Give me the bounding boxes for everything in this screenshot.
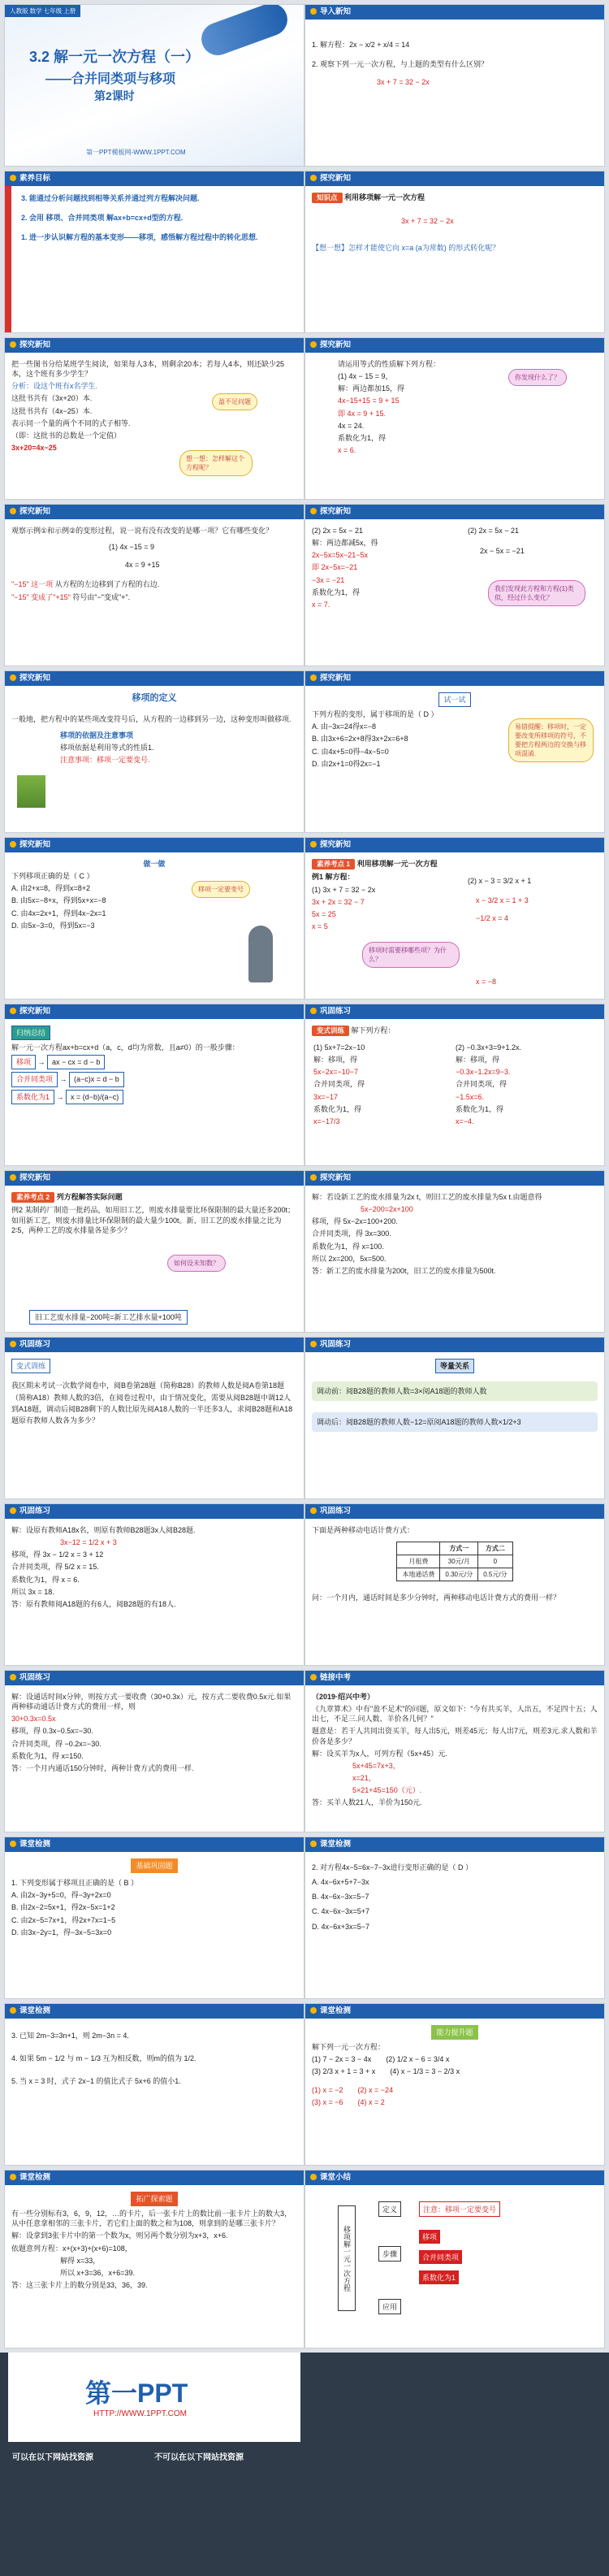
slide-header: 课堂检测 xyxy=(305,2004,604,2019)
eq-2-step-1: x − 3/2 x = 1 + 3 xyxy=(476,896,529,904)
slide-goals xyxy=(4,171,304,333)
line-3: 移项，得 0.3x−0.5x=−30. xyxy=(11,1727,93,1736)
question-2: 2. 观察下列一元一次方程，与上题的类型有什么区别？ xyxy=(312,60,489,69)
formula-2: (a−c)x = d − b xyxy=(69,1072,124,1086)
option-d: D. 由2x+1=0得2x=−1 xyxy=(312,759,381,768)
option-b: B. 由3x+6=2x+8得3x+2x=6+8 xyxy=(312,735,408,744)
note-2: "−15" 变成了"+15" xyxy=(11,592,71,601)
bullet-icon xyxy=(10,1841,16,1847)
line-6: 答：一个月内通话150分钟时，两种计费方式的费用一样. xyxy=(11,1763,194,1772)
slide-header: 巩固练习 xyxy=(5,1504,304,1519)
equation: 3x+20=4x−25 xyxy=(11,443,57,452)
step-3: 即 2x−5x=−21 xyxy=(312,563,358,572)
slide-exam-link xyxy=(304,1670,605,1832)
cell: 30元/月 xyxy=(440,1555,478,1568)
problem-text: 有一些分别标有3，6，9，12，…的卡片，后一张卡片上的数比前一张卡片上的数大3，从中任意拿相邻的三张卡片，若它们上面的数之和为108，则拿到的是哪三张卡片？ xyxy=(11,2210,292,2228)
eq-2-step-2: −1/2 x = 4 xyxy=(476,914,509,922)
slide-header: 探究新知 xyxy=(5,505,304,519)
rule-note: 注意事项：移项一定要变号. xyxy=(60,756,150,765)
line-2: 30+0.3x=0.5x xyxy=(11,1715,56,1724)
bullet-icon xyxy=(10,2007,16,2014)
step-5: 系数化为1，得 xyxy=(338,433,387,442)
brand-panel xyxy=(8,2353,300,2442)
line-4: 合并同类项，得 3x=300. xyxy=(312,1229,391,1238)
step-6: x = 6. xyxy=(338,445,356,454)
goal-3: 3. 能通过分析问题找到相等关系并通过列方程解决问题. xyxy=(21,194,200,202)
bullet-icon xyxy=(10,175,16,181)
slide-header: 导入新知 xyxy=(305,5,604,20)
bullet-icon xyxy=(10,841,16,848)
instruction: 解下列方程： xyxy=(351,1026,395,1034)
option-a: A. 由2+x=8，得到x=8+2 xyxy=(11,884,91,893)
accent-bar xyxy=(5,186,11,333)
bullet-icon xyxy=(310,1008,317,1014)
bullet-icon xyxy=(310,1174,317,1181)
slide-check-extend xyxy=(4,2170,304,2348)
line-6: x=21， xyxy=(352,1773,376,1782)
slide-header: 素养目标 xyxy=(5,171,304,186)
step-6: x = 7. xyxy=(312,600,330,609)
line-6: 所以 3x = 18. xyxy=(11,1587,54,1596)
cloud-think: 想一想：怎样解这个方程呢？ xyxy=(179,450,253,476)
answer-1: (1) x = −2 xyxy=(312,2085,343,2094)
slide-header: 探究新知 xyxy=(305,338,604,353)
node-definition: 定义 xyxy=(378,2201,401,2217)
slide-exercise xyxy=(4,837,304,1000)
step-5: 系数化为1，得 xyxy=(312,588,361,596)
skill-title: 利用移项解一元一次方程 xyxy=(356,860,438,868)
line-5: 系数化为1，得 x = 6. xyxy=(11,1575,80,1584)
step-combine: 合并同类项 xyxy=(11,1072,58,1086)
analysis-1: 分析：设这个班有x名学生. xyxy=(11,382,98,391)
eq-3: (3) 2/3 x + 1 = 3 + x xyxy=(312,2067,376,2076)
goal-1: 1. 进一步认识解方程的基本变形——移项，感悟解方程过程中的转化思想. xyxy=(21,233,258,242)
slide-practice-1 xyxy=(304,1004,605,1166)
slide-header: 课堂检测 xyxy=(5,1837,304,1852)
bullet-icon xyxy=(310,2007,317,2014)
analysis-5: （即：这批书的总数是一个定值） xyxy=(11,431,122,440)
right-6: x=−4. xyxy=(456,1117,474,1125)
instruction: 请运用等式的性质解下列方程： xyxy=(338,360,441,368)
line-3: 移项，得 5x−2x=100+200. xyxy=(312,1217,398,1226)
definition: 一般地，把方程中的某些项改变符号后，从方程的一边移到另一边，这种变形叫做移项. xyxy=(11,714,292,723)
slide-header: 课堂检测 xyxy=(5,2004,304,2019)
skill-tag: 素养考点 1 xyxy=(312,859,355,870)
note-sign: 注意：移项一定要变号 xyxy=(419,2201,500,2217)
answer-2: (2) x = −24 xyxy=(357,2085,394,2094)
variant-tag: 变式训练 xyxy=(312,1026,349,1036)
slide-observe xyxy=(4,504,304,666)
slide-header: 巩固练习 xyxy=(5,1338,304,1352)
think-prompt: 【想一想】怎样才能使它向 x=a (a为常数) 的形式转化呢？ xyxy=(312,243,500,252)
bullet-icon xyxy=(310,341,317,348)
step-0: (2) 2x = 5x − 21 xyxy=(312,527,364,535)
slide-variant-solution xyxy=(4,1503,304,1666)
question-5: 5. 当 x = 3 时，式子 2x−1 的值比式子 5x+6 的值小1. xyxy=(11,2077,181,2086)
bullet-icon xyxy=(310,674,317,681)
bullet-icon xyxy=(310,508,317,514)
slide-header: 巩固练习 xyxy=(305,1338,604,1352)
eq-1-step-1: 3x + 2x = 32 − 7 xyxy=(312,897,365,906)
eq-1-step-3: x = 5 xyxy=(312,922,328,931)
relation-box: 旧工艺废水排量−200吨=新工艺排水量+100吨 xyxy=(29,1310,188,1325)
option-b: B. 由2x−2=5x+1，得2x−5x=1+2 xyxy=(11,1903,115,1912)
bullet-icon xyxy=(10,1341,16,1347)
section-title: 移项的定义 xyxy=(132,693,177,703)
try-tag: 试一试 xyxy=(438,692,470,707)
edition-badge: 人教版 数学 七年级 上册 xyxy=(5,5,80,17)
line-5: 所以 x+3=36，x+6=39. xyxy=(60,2268,136,2277)
left-0: (1) 5x+7=2x−10 xyxy=(313,1043,365,1052)
section-title: 做一做 xyxy=(143,860,166,868)
tip-note: 易错提醒：移项时，一定要改变所移项的符号，不要把方程两边的交换与移项混淆. xyxy=(508,718,594,762)
bullet-icon xyxy=(310,1341,317,1347)
slide-header: 课堂检测 xyxy=(305,1837,604,1852)
line-5: 5x+45=7x+3， xyxy=(352,1761,400,1770)
slide-solution-2 xyxy=(304,1170,605,1333)
left-1: 解：移项，得 xyxy=(313,1056,358,1065)
step-move: 移项 xyxy=(11,1055,36,1069)
slide-intro xyxy=(304,4,605,167)
slide-phone-plans xyxy=(304,1503,605,1666)
slide-header: 探究新知 xyxy=(5,338,304,353)
slide-summary-steps: 探究新知 归纳总结 解一元一次方程ax+b=cx+d（a，c，d均为常数，且a≠0）的一般步骤： 移项 → ax − cx = d − b 合并同类项 → (a−c)x = d − b 系数化为1 → x = (d−b)/(a−c) xyxy=(4,1004,304,1166)
site-label: 第一PPT模板网-WWW.1PPT.COM xyxy=(86,149,186,156)
bullet-icon xyxy=(10,508,16,514)
step-1: 解：两边都加15，得 xyxy=(338,384,405,393)
line-1: 解：若设新工艺的废水排量为2x t，则旧工艺的废水排量为5x t.由题意得 xyxy=(312,1193,542,1201)
row-1: (1) 4x −15 = 9 xyxy=(109,543,155,552)
analysis-2: 这批书共有（3x+20）本. xyxy=(11,394,93,403)
summary-tag: 归纳总结 xyxy=(11,1026,50,1040)
option-a: A. 由2x−3y+5=0，得−3y+2x=0 xyxy=(11,1891,111,1900)
eq-1-step-2: 5x = 25 xyxy=(312,909,336,918)
row-2: 4x = 9 +15 xyxy=(125,561,160,570)
step-2: 2x−5x=5x−21−5x xyxy=(312,551,369,560)
option-c: C. 由2x−5=7x+1，得2x+7x=1−5 xyxy=(11,1915,116,1924)
slide-solve-2 xyxy=(304,504,605,666)
answer-4: (4) x = 2 xyxy=(357,2097,385,2106)
line-4: 解：设买羊为x人，可列方程（5x+45）元. xyxy=(312,1749,447,1758)
cloud-question: 移项时需要移哪些项？为什么？ xyxy=(362,942,460,968)
rule-heading: 移项的依据及注意事项 xyxy=(60,731,134,739)
option-b: B. 4x−6x−3x=5−7 xyxy=(312,1893,369,1902)
brand-url: HTTP://WWW.1PPT.COM xyxy=(93,2409,187,2418)
slide-header: 探究新知 xyxy=(305,171,604,186)
line-2: 3x−12 = 1/2 x + 3 xyxy=(60,1538,117,1547)
lesson-period: 第2课时 xyxy=(94,89,135,102)
line-5: 系数化为1，得 x=100. xyxy=(312,1242,384,1251)
question-4: 4. 如果 5m − 1/2 与 m − 1/3 互为相反数，则m的值为 1/2. xyxy=(11,2054,197,2063)
slide-header: 探究新知 xyxy=(5,1171,304,1186)
footer xyxy=(0,2353,609,2576)
option-d: D. 由5x−3=0，得到5x=−3 xyxy=(11,921,95,930)
bullet-icon xyxy=(310,2174,317,2180)
cloud-note: 盈不足问题 xyxy=(212,393,257,410)
step-coefficient: 系数化为1 xyxy=(419,2270,459,2284)
equation: 3x + 7 = 32 − 2x xyxy=(401,217,454,226)
books-icon xyxy=(17,775,45,808)
slide-knowledge xyxy=(304,171,605,333)
cell: 0.30元/分 xyxy=(440,1568,478,1581)
right-2: −0.3x−1.2x=9−3. xyxy=(456,1068,511,1077)
eq-2-step-3: x = −8 xyxy=(476,978,497,986)
option-c: C. 4x−6x−3x=5+7 xyxy=(312,1907,370,1916)
eq-2: (2) x − 3 = 3/2 x + 1 xyxy=(468,877,532,885)
slide-check-advanced xyxy=(304,2003,605,2166)
problem-text: 把一些图书分给某班学生阅读，如果每人3本，则剩余20本；若每人4本，则还缺少25本，这个班有多少学生？ xyxy=(11,360,285,379)
left-3: 合并同类项，得 xyxy=(313,1080,365,1089)
note-2b: 符号由"−"变成"+". xyxy=(72,592,131,601)
slide-try xyxy=(304,670,605,833)
line-6: 所以 2x=200，5x=500. xyxy=(312,1254,387,1263)
slide-header: 探究新知 xyxy=(305,671,604,686)
option-c: C. 由4x=2x+1，得到4x−2x=1 xyxy=(11,909,106,917)
option-d: D. 由3x−2y=1，得−3x−5=3x=0 xyxy=(11,1928,112,1936)
line-1: 解：设通话时间x分钟，则按方式一要收费（30+0.3x）元，按方式二要收费0.5x元.如果两种移动通话计费方式的费用一样，则 xyxy=(11,1693,292,1711)
option-c: C. 由4x+5=0得−4x−5=0 xyxy=(312,747,389,756)
step-4: −3x = −21 xyxy=(312,575,345,584)
lesson-subtitle: ——合并同类项与移项 xyxy=(45,72,176,86)
line-2: 解：设拿到3张卡片中的第一个数为x，则另两个数分别为x+3，x+6. xyxy=(11,2231,228,2240)
bullet-icon xyxy=(10,1507,16,1514)
slide-check-basic xyxy=(4,1837,304,1999)
slide-header: 链接中考 xyxy=(305,1671,604,1685)
analysis-4: 表示同一个量的两个不同的式子相等. xyxy=(11,418,131,427)
cell: 0 xyxy=(478,1555,512,1568)
slide-title xyxy=(4,4,304,167)
compare-1: (2) 2x = 5x − 21 xyxy=(468,527,520,535)
rule-basis: 移项依据是利用等式的性质1. xyxy=(60,744,154,752)
line-4: 解得 x=33， xyxy=(60,2256,101,2265)
node-steps: 步骤 xyxy=(378,2246,401,2262)
step-3: 即 4x = 9 + 15. xyxy=(338,409,387,418)
compare-2: 2x − 5x = −21 xyxy=(480,547,525,555)
slide-phone-solution xyxy=(4,1670,304,1832)
question: 2. 对方程4x−5=6x−7−3x进行变形正确的是（ D ） xyxy=(312,1863,473,1871)
step-4: 4x = 24. xyxy=(338,421,365,430)
cloud-question: 如何设未知数？ xyxy=(167,1255,226,1272)
goal-2: 2. 会用 移项、合并同类项 解ax+b=cx+d型的方程. xyxy=(21,214,184,223)
knowledge-tag: 知识点 xyxy=(312,193,343,203)
problem-text: 例2 某制药厂制造一批药品，如用旧工艺，则废水排量要比环保限制的最大量还多200t；如用新工艺，则废水排量比环保限制的最大量少100t。新、旧工艺的废水排量之比为2∶5，两种工艺的废水排量各是多少？ xyxy=(11,1206,296,1234)
line-1: 解：设原有教师A18x名，则原有教师B28题3x人阅B28题. xyxy=(11,1526,196,1534)
formula-1: ax − cx = d − b xyxy=(47,1055,105,1069)
bullet-icon xyxy=(310,1507,317,1514)
step-move: 移项 xyxy=(419,2230,440,2244)
lesson-title: 3.2 解一元一次方程（一） xyxy=(29,49,201,65)
question: 下列移项正确的是（ C ） xyxy=(11,872,94,881)
line-5: 系数化为1，得 x=150. xyxy=(11,1751,84,1760)
col-plan-2: 方式二 xyxy=(478,1542,512,1555)
bullet-icon xyxy=(310,841,317,848)
blocked-sites-title: 不可以在以下网站找资源 xyxy=(154,2453,244,2462)
right-3: 合并同类项，得 xyxy=(456,1080,508,1089)
step-0: (1) 4x − 15 = 9， xyxy=(338,372,393,381)
note-1b: 从方程的左边移到了方程的右边. xyxy=(54,580,160,589)
slide-header: 巩固练习 xyxy=(305,1004,604,1019)
right-1: 解：移项，得 xyxy=(456,1056,500,1065)
pricing-table xyxy=(396,1542,512,1581)
step-combine: 合并同类项 xyxy=(419,2250,462,2264)
slide-summary xyxy=(304,2170,605,2348)
slide-relation xyxy=(304,1337,605,1499)
eq-1: (1) 7 − 2x = 3 − 4x xyxy=(312,2055,372,2064)
left-6: x=−17/3 xyxy=(313,1117,340,1125)
intro: 下面是两种移动电话计费方式： xyxy=(312,1526,415,1534)
skill-tag: 素养考点 2 xyxy=(11,1192,54,1203)
line-7: 答：新工艺的废水排量为200t，旧工艺的废水排量为500t. xyxy=(312,1266,496,1275)
pen-image xyxy=(197,4,292,60)
slide-header: 探究新知 xyxy=(5,1004,304,1019)
bullet-icon xyxy=(310,8,317,15)
slide-header: 探究新知 xyxy=(305,505,604,519)
cell: 0.5元/分 xyxy=(478,1568,512,1581)
slide-solve-1 xyxy=(304,337,605,500)
slide-header: 巩固练习 xyxy=(5,1671,304,1685)
line-7: 5×21+45=150（元）. xyxy=(352,1786,422,1795)
slide-header: 探究新知 xyxy=(305,838,604,852)
slide-header: 探究新知 xyxy=(305,1171,604,1186)
slide-header: 课堂小结 xyxy=(305,2171,604,2185)
option-b: B. 由5x=−8+x，得到5x+x=−8 xyxy=(11,896,106,905)
left-5: 系数化为1，得 xyxy=(313,1104,362,1113)
steps-intro: 解一元一次方程ax+b=cx+d（a，c，d均为常数，且a≠0）的一般步骤： xyxy=(11,1043,240,1052)
bullet-icon xyxy=(10,2174,16,2180)
problem-text: 我区期末考试一次数学阅卷中，阅B卷第28题（简称B28）的教师人数是阅A卷第18题（简称A18）教师人数的3倍，在阅卷过程中，由于情况变化，需要从阅B28题中调12人到A18题，调动后阅B28剩下的人数比原先阅A18人数的一半还多3人，求阅B28题和A18题原有教师人数各为多少？ xyxy=(11,1381,293,1425)
slide-example-2 xyxy=(4,1170,304,1333)
relation-title: 等量关系 xyxy=(435,1359,474,1373)
translation: 题意是：若干人共同出资买羊，每人出5元，则差45元；每人出7元，则差3元.求人数和羊价各是多少？ xyxy=(312,1727,598,1746)
col-plan-1: 方式一 xyxy=(440,1542,478,1555)
line-7: 答：原有教师阅A18题的有6人，阅B28题的有18人. xyxy=(11,1599,176,1608)
bullet-icon xyxy=(10,674,16,681)
step-coefficient: 系数化为1 xyxy=(11,1090,54,1104)
right-5: 系数化为1，得 xyxy=(456,1104,504,1113)
bullet-icon xyxy=(10,1674,16,1680)
node-apply: 应用 xyxy=(378,2299,401,2314)
eq-1: (1) 3x + 7 = 32 − 2x xyxy=(312,885,376,894)
note-1: "−15" 这一项 xyxy=(11,580,54,589)
level-tag: 拓广探索题 xyxy=(131,2192,177,2206)
slide-example-1 xyxy=(304,837,605,1000)
question-1: 1. 解方程：2x − x/2 + x/4 = 14 xyxy=(312,41,410,49)
line-4: 合并同类项，得 5/2 x = 15. xyxy=(11,1563,99,1572)
right-0: (2) −0.3x+3=9+1.2x. xyxy=(456,1043,522,1052)
step-2: 4x−15+15 = 9 + 15 xyxy=(338,397,400,405)
option-d: D. 4x−6x+3x=5−7 xyxy=(312,1922,370,1931)
eq-4: (4) x − 1/3 = 3 − 2/3 x xyxy=(390,2067,460,2076)
step-1: 解：两边都减5x，得 xyxy=(312,539,378,548)
line-2: 5x−200=2x+100 xyxy=(361,1205,413,1214)
root-node: 移项解一元一次方程 xyxy=(338,2205,356,2311)
eq-2: (2) 1/2 x − 6 = 3/4 x xyxy=(386,2055,450,2064)
slide-check-3 xyxy=(4,2003,304,2166)
line-3: 移项，得 3x − 1/2 x = 3 + 12 xyxy=(11,1550,104,1559)
level-tag: 能力提升题 xyxy=(431,2025,477,2040)
cloud-tip: 移项一定要变号 xyxy=(192,881,250,898)
cloud-discover: 你发现什么了？ xyxy=(508,369,567,386)
example-label: 例1 解方程： xyxy=(312,873,355,882)
question: 下列方程的变形，属于移项的是（ D ） xyxy=(312,710,438,719)
question-3: 3. 已知 2m−3=3n+1，则 2m−3n = 4. xyxy=(11,2032,129,2040)
right-4: −1.5x=6. xyxy=(456,1092,485,1101)
equation: 3x + 7 = 32 − 2x xyxy=(377,78,430,87)
line-3: 依题意列方程：x+(x+3)+(x+6)=108， xyxy=(11,2244,132,2253)
relation-after: 调动后：阅B28题的教师人数−12=原阅A18题的教师人数×1/2+3 xyxy=(312,1412,598,1432)
variant-tag: 变式训练 xyxy=(11,1359,50,1373)
bullet-icon xyxy=(10,341,16,348)
teacher-icon xyxy=(248,926,273,982)
slide-problem xyxy=(4,337,304,500)
question: 观察示例①和示例②的变形过程，说一说有没有改变的是哪一项？它有哪些变化？ xyxy=(11,527,274,535)
brand-logo: 第一PPT xyxy=(85,2379,188,2408)
formula-3: x = (d−b)/(a−c) xyxy=(66,1090,123,1104)
skill-title: 列方程解答实际问题 xyxy=(56,1193,123,1201)
analysis-3: 这批书共有（4x−25）本. xyxy=(11,406,93,415)
line-8: 答：买羊人数21人，羊价为150元. xyxy=(312,1798,422,1807)
level-tag: 基础巩固题 xyxy=(131,1858,177,1873)
bullet-icon xyxy=(10,1008,16,1014)
slide-check-2 xyxy=(304,1837,605,1999)
option-a: A. 由−3x=24得x=−8 xyxy=(312,722,377,731)
answer-3: (3) x = −6 xyxy=(312,2097,343,2106)
row-call: 本地通话费 xyxy=(397,1568,440,1581)
question: 1. 下列变形属于移项且正确的是（ B ） xyxy=(11,1879,139,1888)
question: 问：一个月内，通话时间是多少分钟时，两种移动电话计费方式的费用一样？ xyxy=(312,1594,561,1602)
left-4: 3x=−17 xyxy=(313,1092,339,1101)
allowed-sites-title: 可以在以下网站找资源 xyxy=(12,2453,93,2462)
knowledge-title: 利用移项解一元一次方程 xyxy=(344,193,425,202)
source: （2019·绍兴中考） xyxy=(312,1693,375,1701)
slide-definition xyxy=(4,670,304,833)
slide-header: 探究新知 xyxy=(5,838,304,852)
slide-header: 巩固练习 xyxy=(305,1504,604,1519)
line-4: 合并同类项，得 −0.2x=−30. xyxy=(11,1739,102,1748)
row-rent: 月租费 xyxy=(397,1555,440,1568)
relation-before: 调动前：阅B28题的教师人数=3×阅A18题的教师人数 xyxy=(312,1381,598,1401)
cloud-compare: 我们发现此方程和方程(1)类似，经过什么变化？ xyxy=(488,580,585,606)
bullet-icon xyxy=(310,1674,317,1680)
left-2: 5x−2x=−10−7 xyxy=(313,1068,359,1077)
slide-variant-problem xyxy=(4,1337,304,1499)
ancient-text: 《九章算术》中有"盈不足术"的问题，原文如下："今有共买羊，人出五，不足四十五；人出七，不足三.问人数、羊价各几何？" xyxy=(312,1705,598,1724)
slide-header: 课堂检测 xyxy=(5,2171,304,2185)
line-6: 答：这三张卡片上的数分别是33，36，39. xyxy=(11,2280,148,2289)
bullet-icon xyxy=(310,175,317,181)
option-a: A. 4x−6x+5+7−3x xyxy=(312,1878,369,1887)
slide-header: 探究新知 xyxy=(5,671,304,686)
bullet-icon xyxy=(10,1174,16,1181)
bullet-icon xyxy=(310,1841,317,1847)
instruction: 解下列一元一次方程： xyxy=(312,2043,386,2052)
